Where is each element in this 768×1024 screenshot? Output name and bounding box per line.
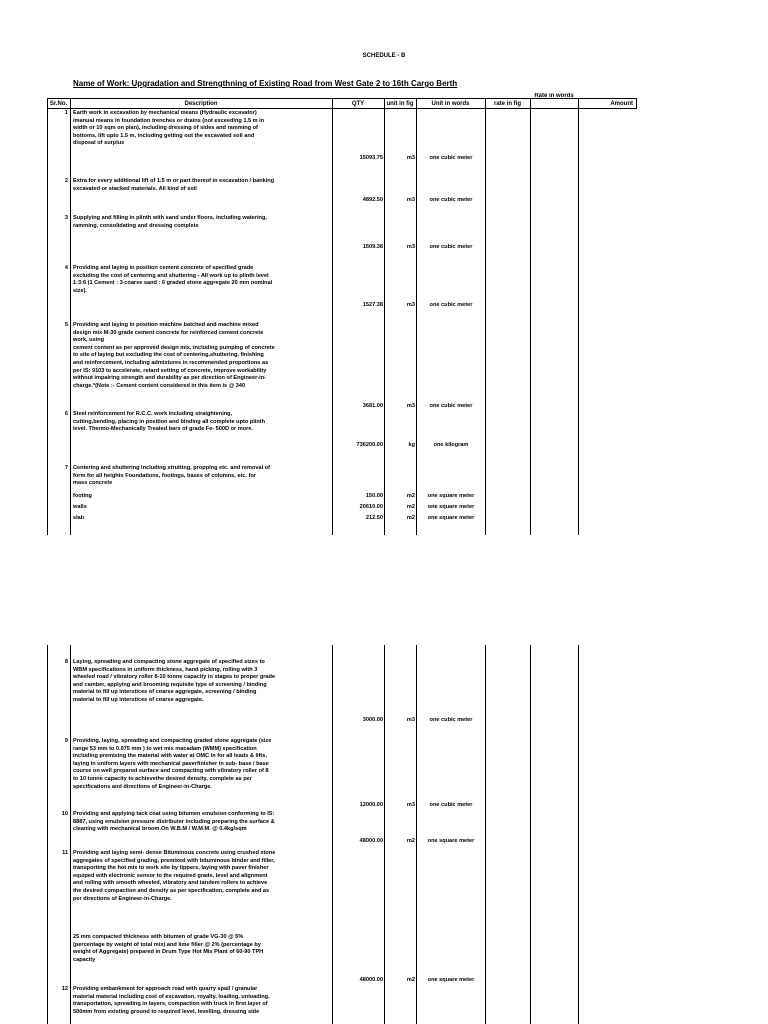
description-line: weight of Aggregate) prepared in Drum Type Hot Mix Plant of 60-90 TPH — [73, 949, 264, 956]
item-description — [73, 659, 351, 705]
item-unit: m3 — [406, 802, 415, 808]
col-border — [485, 98, 486, 535]
description-line: size). — [73, 287, 87, 294]
item-description — [73, 178, 351, 193]
item-sr-no: 12 — [61, 986, 68, 992]
item-unit-words: one cubic meter — [429, 717, 473, 723]
item-description — [73, 265, 351, 295]
description-line: equiped with electronic sensor to the required grade, level and alignment — [73, 872, 268, 879]
item-qty: 15093.75 — [359, 155, 383, 161]
item-unit: m3 — [406, 244, 415, 250]
col-border — [578, 645, 579, 1024]
subitem-unit: m2 — [406, 493, 415, 499]
description-line: 1:3:6 (1 Cement : 3 coarse sand : 6 graded stone aggregate 20 mm nominal — [73, 280, 273, 287]
item-unit-words: one cubic meter — [429, 302, 473, 308]
item-qty: 736200.00 — [356, 442, 383, 448]
item-qty: 3000.00 — [362, 717, 383, 723]
description-line: width or 10 sqm on plan), including dressing of sides and ramming of — [73, 125, 258, 132]
header-unit-in-words: Unit in words — [431, 101, 470, 107]
description-line: ramming, consolidating and dressing complete — [73, 222, 199, 229]
subitem-unit-words: one square meter — [427, 504, 475, 510]
item-unit-words: one cubic meter — [429, 403, 473, 409]
item-sr-no: 6 — [64, 411, 68, 417]
col-border — [47, 645, 48, 1024]
description-line: charge.*(Note :- Cement content considered in this item is @ 340 — [73, 382, 246, 389]
description-line: 25 mm compacted thickness with bitumen of grade VG-30 @ 5% — [73, 934, 244, 940]
item-description — [73, 986, 351, 1016]
item-description — [73, 811, 351, 834]
header-unit-in-fig: unit in fig — [386, 101, 414, 107]
description-line: aggregates of specified grading, premixed with bituminous binder and filler, — [73, 857, 275, 864]
item-description — [73, 850, 351, 903]
description-line: per IS: 9103 to accelerate, retard setting of concrete, improve workability — [73, 367, 267, 374]
item-description — [73, 934, 351, 964]
description-line: to site of laying but excluding the cost of centering,shuttering, finishing — [73, 352, 264, 359]
item-unit-words: one cubic meter — [429, 197, 473, 203]
subitem-label: footing — [73, 493, 92, 499]
item-unit: m3 — [406, 302, 415, 308]
description-line: Steel reinforcement for R.C.C. work including straightening, — [73, 411, 233, 417]
description-line: Providing embankment for approach road with quarry spall / granular — [73, 986, 258, 992]
description-line: Centering and shuttering including strutting, propping etc. and removal of — [73, 465, 271, 471]
item-description — [73, 738, 351, 791]
description-line: to 10 tonne capacity to achievethe desired density, complete as per — [73, 775, 252, 782]
item-unit: m3 — [406, 717, 415, 723]
description-line: per directions of Engineer-in-Charge. — [73, 895, 172, 902]
description-line: the desired compaction and density as per specification, complete and as — [73, 887, 270, 894]
subitem-unit-words: one square meter — [427, 493, 475, 499]
item-sr-no: 5 — [64, 322, 68, 328]
description-line: and reinforcement, including admixtures in recommended proportions as — [73, 359, 269, 366]
item-unit-words: one square meter — [427, 977, 475, 983]
item-sr-no: 7 — [64, 465, 68, 471]
description-line: level. Thermo-Mechanically Treated bars of grade Fe- 500D or more. — [73, 426, 253, 433]
header-rate-in-words: Rate in words — [534, 93, 574, 99]
description-line: design mix M-30 grade cement concrete for reinforced cement concrete — [73, 329, 264, 336]
description-line: cement content as per approved design mix, including pumping of concrete — [73, 344, 275, 351]
description-line: cutting,bending, placing in position and binding all complete upto plinth — [73, 418, 266, 425]
header-amount: Amount — [610, 101, 633, 107]
description-line: disposal of surplus — [73, 140, 125, 147]
description-line: 500mm from existing ground to required level, levelling, dressing side — [73, 1008, 260, 1015]
description-line: material material including cost of excavation, royalty, loading, unloading, — [73, 993, 270, 1000]
description-line: transporting the hot mix to work site by tippers, laying with paver finisher — [73, 865, 269, 872]
item-qty: 48000.00 — [359, 977, 383, 983]
item-unit: kg — [408, 442, 415, 448]
subitem-label: walls — [73, 504, 87, 510]
description-line: including premixing the material with water at OMC in for all leads & lifts, — [73, 753, 267, 760]
schedule-label: SCHEDULE - B — [362, 53, 406, 59]
col-border — [416, 98, 417, 535]
item-qty: 12000.00 — [359, 802, 383, 808]
col-border — [485, 645, 486, 1024]
header-description: Description — [184, 101, 218, 107]
item-sr-no: 10 — [61, 811, 68, 817]
description-line: bottoms, lift upto 1.5 m, including getting out the excavated soil and — [73, 132, 255, 139]
col-border — [70, 98, 71, 535]
item-unit-words: one cubic meter — [429, 802, 473, 808]
description-line: and rolling with smooth wheeled, vibratory and tandem rollers to achieve — [73, 880, 268, 887]
item-sr-no: 11 — [62, 850, 68, 856]
name-of-work-title: Name of Work: Upgradation and Strengthning of Existing Road from West Gate 2 to 16th Cargo Berth — [73, 79, 458, 88]
description-line: /manual means in foundation trenches or drains (not exceeding 1.5 m in — [73, 117, 265, 124]
subitem-unit: m2 — [406, 515, 415, 521]
item-qty: 4892.50 — [362, 197, 383, 203]
col-border — [578, 98, 579, 535]
item-sr-no: 4 — [64, 265, 68, 271]
item-description — [73, 322, 351, 390]
subitem-qty: 150.00 — [365, 493, 383, 499]
item-sr-no: 9 — [64, 738, 68, 744]
item-qty: 3681.00 — [362, 403, 383, 409]
item-unit: m3 — [406, 197, 415, 203]
subitem-unit-words: one square meter — [427, 515, 475, 521]
header-qty: QTY — [351, 101, 365, 107]
description-line: Providing, laying, spreading and compacting graded stone aggregate (size — [73, 738, 272, 744]
description-line: 8887, using emulsion pressure distributer including preparing the surface & — [73, 818, 275, 825]
item-unit-words: one cubic meter — [429, 244, 473, 250]
description-line: Providing and laying in position machine batched and machine mixed — [73, 322, 259, 328]
description-line: excavated or stacked materials. All kind of soil — [73, 185, 197, 192]
item-sr-no: 8 — [64, 659, 68, 665]
description-line: Supplying and filling in plinth with sand under floors, including watering, — [73, 215, 267, 221]
item-qty: 1509.38 — [362, 244, 383, 250]
subitem-qty: 20610.00 — [359, 504, 383, 510]
description-line: course on well prepared surface and compacting with vibratory roller of 8 — [73, 768, 269, 775]
item-description — [73, 215, 351, 230]
item-sr-no: 3 — [64, 215, 68, 221]
item-unit: m3 — [406, 155, 415, 161]
item-sr-no: 1 — [64, 110, 68, 116]
col-border — [384, 645, 385, 1024]
description-line: Laying, spreading and compacting stone aggregate of specified sizes to — [73, 659, 265, 665]
item-unit: m2 — [406, 838, 415, 844]
item-unit: m3 — [406, 403, 415, 409]
description-line: excluding the cost of centering and shuttering - All work up to plinth level — [73, 272, 269, 279]
description-line: Providing and laying semi- dense Bituminous concrete using crushed stone — [73, 850, 276, 856]
description-line: Earth work in excavation by mechanical means (Hydraulic excavator) — [73, 110, 257, 116]
item-unit-words: one square meter — [427, 838, 475, 844]
description-line: mass concrete — [73, 480, 113, 487]
col-border — [636, 98, 637, 109]
description-line: form for all heights Foundations, footings, bases of columns, etc. for — [73, 472, 257, 479]
item-description — [73, 465, 351, 488]
col-border — [70, 645, 71, 1024]
description-line: specifications and directions of Engineer-in-Charge. — [73, 783, 212, 790]
item-sr-no: 2 — [64, 178, 68, 184]
description-line: WBM specifications in uniform thickness, hand picking, rolling with 3 — [73, 666, 258, 673]
description-line: capacity — [73, 956, 96, 963]
description-line: cleaning with mechanical broom.On W.B.M / W.M.M. @ 0.4kg/sqm — [73, 826, 247, 833]
header-rate-in-fig: rate in fig — [493, 101, 521, 107]
col-border — [416, 645, 417, 1024]
description-line: Providing and applying tack coat using bitumen emulsion conforming to IS: — [73, 811, 275, 817]
description-line: (percentage by weight of total mix) and lime filler @ 2% (percentage by — [73, 941, 261, 948]
header-sr-no: Sr.No. — [49, 101, 68, 107]
description-line: wheeled road / vibratory roller 8-10 tonne capacity in stages to proper grade — [73, 674, 276, 681]
item-description — [73, 110, 331, 148]
item-unit: m2 — [406, 977, 415, 983]
description-line: material to fill up interstices of coarse aggregate, — [73, 696, 204, 703]
subitem-qty: 212.50 — [365, 515, 383, 521]
description-line: work, using — [73, 337, 105, 344]
description-line: laying in uniform layers with mechanical paverfinisher in sub- base / base — [73, 760, 269, 767]
subitem-label: slab — [73, 515, 85, 521]
description-line: range 53 mm to 0.075 mm ) to wet mix macadam (WMM) specification — [73, 745, 257, 752]
description-line: material to fill up interstices of coarse aggregate, screening / binding — [73, 689, 257, 696]
col-border — [530, 645, 531, 1024]
description-line: Providing and laying in position cement concrete of specified grade — [73, 265, 254, 271]
description-line: without impairing strength and durability as per direction of Engineer-in- — [73, 375, 266, 382]
col-border — [530, 98, 531, 535]
description-line: and camber, applying and brooming requisite type of screening / binding — [73, 681, 267, 688]
item-qty: 1527.38 — [362, 302, 383, 308]
col-border — [384, 98, 385, 535]
item-description — [73, 411, 351, 434]
item-qty: 48000.00 — [359, 838, 383, 844]
item-unit-words: one cubic meter — [429, 155, 473, 161]
description-line: Extra for every additional lift of 1.5 m or part thereof in excavation / banking — [73, 178, 275, 184]
item-unit-words: one kilogram — [433, 442, 469, 448]
subitem-unit: m2 — [406, 504, 415, 510]
description-line: transportation, spreading in layers, compaction with truck in first layer of — [73, 1001, 268, 1008]
